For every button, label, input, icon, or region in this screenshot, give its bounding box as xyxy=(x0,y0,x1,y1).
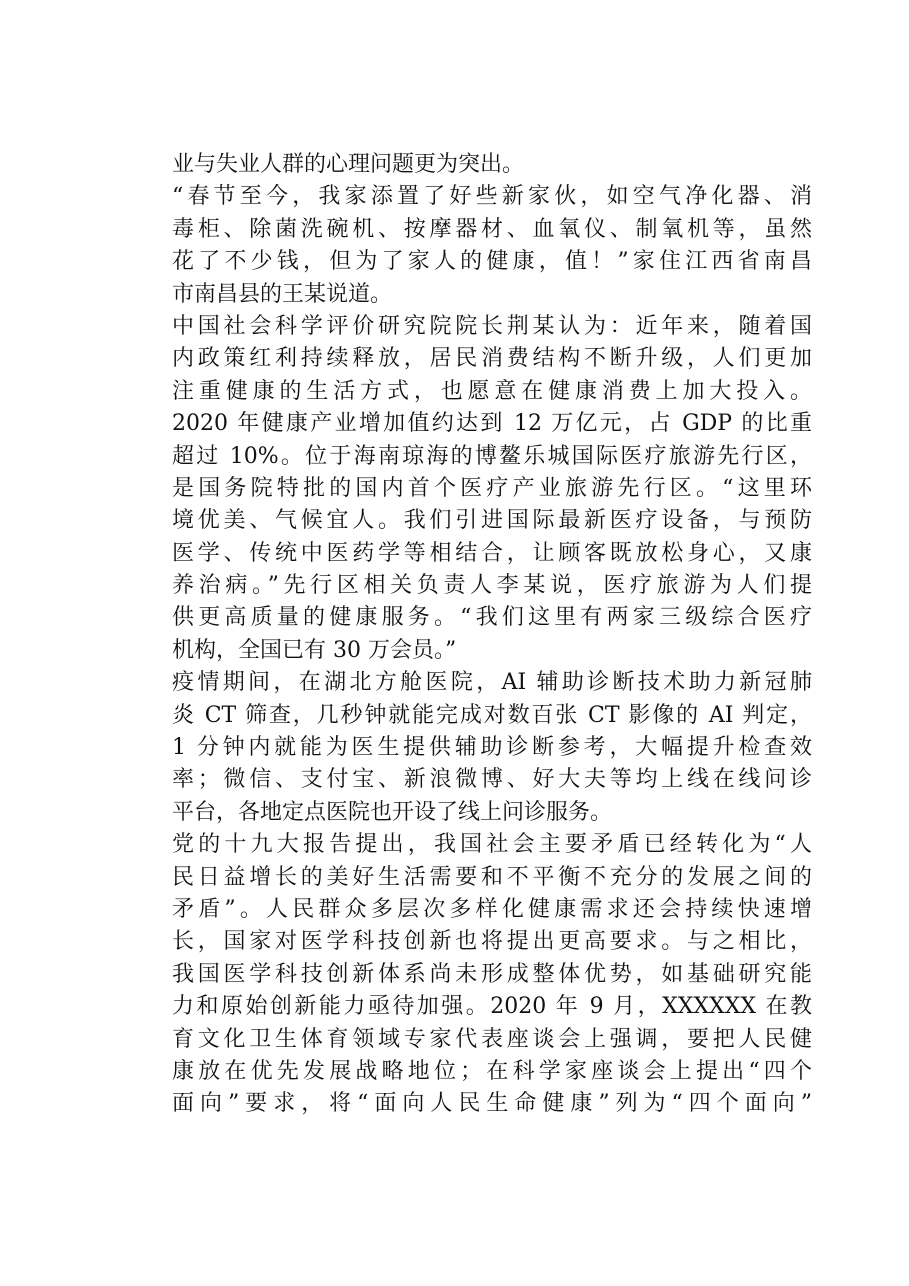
text-line: 市南昌县的王某说道。 xyxy=(172,281,393,307)
text-line: 注重健康的生活方式，也愿意在健康消费上加大投入。 xyxy=(172,378,812,404)
text-line: 是国务院特批的国内首个医疗产业旅游先行区。“这里环 xyxy=(172,475,812,501)
body-text xyxy=(172,149,812,1121)
text-line: 中国社会科学评价研究院院长荆某认为：近年来，随着国 xyxy=(172,313,812,339)
text-line: 养治病。”先行区相关负责人李某说，医疗旅游为人们提 xyxy=(172,573,812,599)
text-line: 境优美、气候宜人。我们引进国际最新医疗设备，与预防 xyxy=(172,508,812,534)
text-line: 炎 CT 筛查，几秒钟就能完成对数百张 CT 影像的 AI 判定， xyxy=(172,702,812,728)
text-line: 面向”要求，将“面向人民生命健康”列为“四个面向” xyxy=(172,1091,812,1117)
text-line: 疫情期间，在湖北方舱医院，AI 辅助诊断技术助力新冠肺 xyxy=(172,670,812,696)
text-line: 机构，全国已有 30 万会员。” xyxy=(172,637,457,663)
text-line: 率；微信、支付宝、新浪微博、好大夫等均上线在线问诊 xyxy=(172,767,812,793)
text-line: 1 分钟内就能为医生提供辅助诊断参考，大幅提升检查效 xyxy=(172,735,812,761)
text-line: 花了不少钱，但为了家人的健康，值！”家住江西省南昌 xyxy=(172,249,812,275)
text-line: 长，国家对医学科技创新也将提出更高要求。与之相比， xyxy=(172,929,812,955)
text-line: 2020 年健康产业增加值约达到 12 万亿元，占 GDP 的比重 xyxy=(172,411,812,437)
text-line: 平台，各地定点医院也开设了线上问诊服务。 xyxy=(172,799,613,825)
text-line: 康放在优先发展战略地位；在科学家座谈会上提出“四个 xyxy=(172,1058,812,1084)
text-line: 矛盾”。人民群众多层次多样化健康需求还会持续快速增 xyxy=(172,896,812,922)
text-line: 超过 10%。位于海南琼海的博鳌乐城国际医疗旅游先行区， xyxy=(172,443,812,469)
text-line: 民日益增长的美好生活需要和不平衡不充分的发展之间的 xyxy=(172,864,812,890)
text-line: 我国医学科技创新体系尚未形成整体优势，如基础研究能 xyxy=(172,961,812,987)
text-line: 党的十九大报告提出，我国社会主要矛盾已经转化为“人 xyxy=(172,832,812,858)
text-line: 医学、传统中医药学等相结合，让顾客既放松身心，又康 xyxy=(172,540,812,566)
text-line: 育文化卫生体育领域专家代表座谈会上强调，要把人民健 xyxy=(172,1026,812,1052)
text-line: 毒柜、除菌洗碗机、按摩器材、血氧仪、制氧机等，虽然 xyxy=(172,216,812,242)
text-line: 内政策红利持续释放，居民消费结构不断升级，人们更加 xyxy=(172,346,812,372)
text-line: 业与失业人群的心理问题更为突出。 xyxy=(172,152,525,177)
text-line: 力和原始创新能力亟待加强。2020 年 9 月，XXXXXX 在教 xyxy=(172,994,812,1020)
text-line: 供更高质量的健康服务。“我们这里有两家三级综合医疗 xyxy=(172,605,812,631)
text-line: “春节至今，我家添置了好些新家伙，如空气净化器、消 xyxy=(172,184,812,210)
